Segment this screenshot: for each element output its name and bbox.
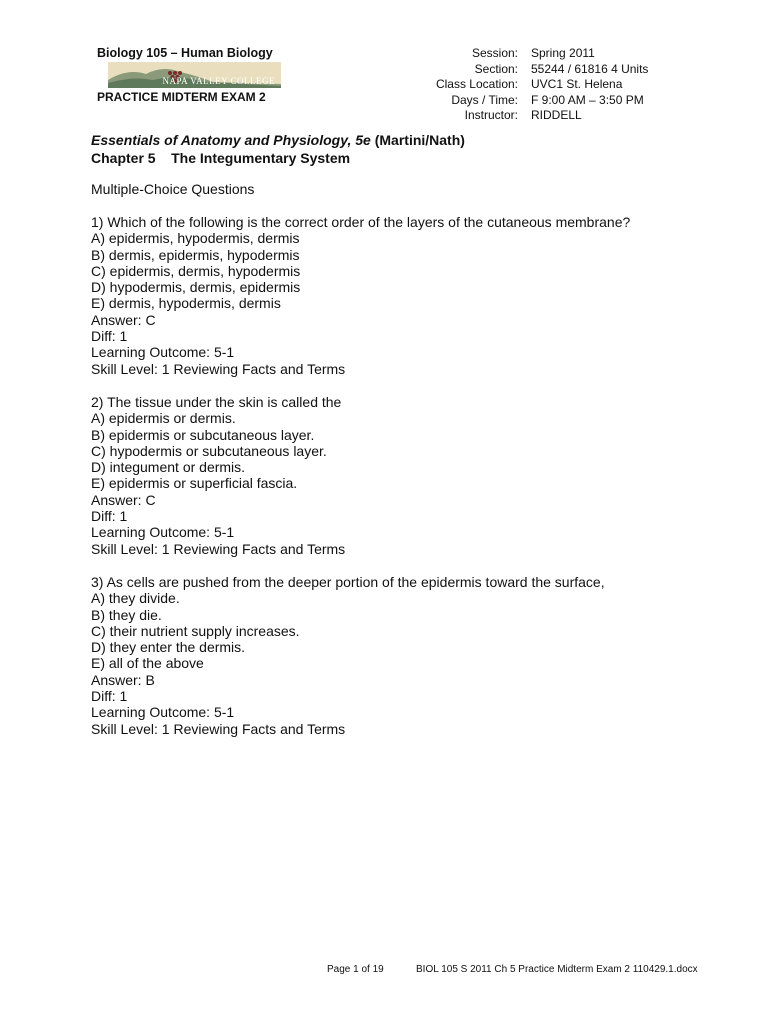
info-value-time: F 9:00 AM – 3:50 PM: [531, 92, 644, 107]
answer: Answer: C: [91, 491, 156, 508]
info-value-session: Spring 2011: [531, 46, 595, 60]
choice-b: B) dermis, epidermis, hypodermis: [91, 246, 300, 263]
info-value-instructor: RIDDELL: [531, 108, 582, 122]
difficulty: Diff: 1: [91, 328, 128, 345]
choice-e: E) epidermis or superficial fascia.: [91, 475, 298, 492]
course-title: Biology 105 – Human Biology: [97, 46, 273, 60]
difficulty: Diff: 1: [91, 688, 128, 705]
info-label-location: Class Location:: [435, 77, 518, 91]
question-1: [91, 214, 741, 377]
class-info-values: [531, 46, 731, 124]
choice-a: A) epidermis, hypodermis, dermis: [91, 230, 300, 247]
footer-filename: BIOL 105 S 2011 Ch 5 Practice Midterm Exam 2 110429.1.docx: [416, 964, 698, 975]
choice-b: B) epidermis or subcutaneous layer.: [91, 426, 315, 443]
difficulty: Diff: 1: [91, 508, 128, 525]
question-stem: 1) Which of the following is the correct order of the layers of the cutaneous membrane?: [91, 214, 631, 230]
choice-c: C) their nutrient supply increases.: [91, 622, 300, 639]
info-label-section: Section:: [474, 61, 518, 76]
book-title-italic: Essentials of Anatomy and Physiology, 5e: [91, 132, 371, 148]
choice-d: D) integument or dermis.: [91, 459, 246, 476]
skill-level: Skill Level: 1 Reviewing Facts and Terms: [91, 540, 346, 557]
choice-a: A) epidermis or dermis.: [91, 410, 236, 427]
info-value-section: 55244 / 61816 4 Units: [531, 61, 649, 76]
info-label-time: Days / Time:: [451, 92, 518, 107]
choice-b: B) they die.: [91, 606, 162, 623]
choice-e: E) all of the above: [91, 655, 204, 672]
learning-outcome: Learning Outcome: 5-1: [91, 524, 235, 541]
skill-level: Skill Level: 1 Reviewing Facts and Terms: [91, 360, 346, 377]
learning-outcome: Learning Outcome: 5-1: [91, 704, 235, 721]
class-info-labels: [395, 46, 518, 124]
exam-title: PRACTICE MIDTERM EXAM 2: [97, 90, 266, 104]
footer-page-number: Page 1 of 19: [327, 964, 384, 975]
chapter-title: Chapter 5 The Integumentary System: [91, 150, 351, 166]
choice-c: C) hypodermis or subcutaneous layer.: [91, 442, 327, 459]
section-heading: Multiple-Choice Questions: [91, 181, 255, 197]
choice-e: E) dermis, hypodermis, dermis: [91, 295, 281, 312]
answer: Answer: B: [91, 671, 155, 688]
choice-d: D) hypodermis, dermis, epidermis: [91, 279, 301, 296]
info-label-session: Session:: [471, 46, 518, 60]
question-stem: 2) The tissue under the skin is called the: [91, 394, 342, 410]
info-label-instructor: Instructor:: [464, 108, 518, 122]
book-authors: (Martini/Nath): [370, 132, 465, 148]
info-value-location: UVC1 St. Helena: [531, 77, 623, 91]
choice-d: D) they enter the dermis.: [91, 639, 246, 656]
logo-wordmark: NAPA VALLEY COLLEGE: [162, 76, 275, 86]
learning-outcome: Learning Outcome: 5-1: [91, 344, 235, 361]
book-title: [91, 132, 465, 148]
choice-c: C) epidermis, dermis, hypodermis: [91, 262, 301, 279]
skill-level: Skill Level: 1 Reviewing Facts and Terms: [91, 720, 346, 737]
college-logo: [108, 62, 281, 88]
question-stem: 3) As cells are pushed from the deeper portion of the epidermis toward the surface,: [91, 574, 605, 590]
answer: Answer: C: [91, 311, 156, 328]
question-2: [91, 394, 741, 557]
choice-a: A) they divide.: [91, 590, 180, 607]
question-3: [91, 574, 741, 737]
